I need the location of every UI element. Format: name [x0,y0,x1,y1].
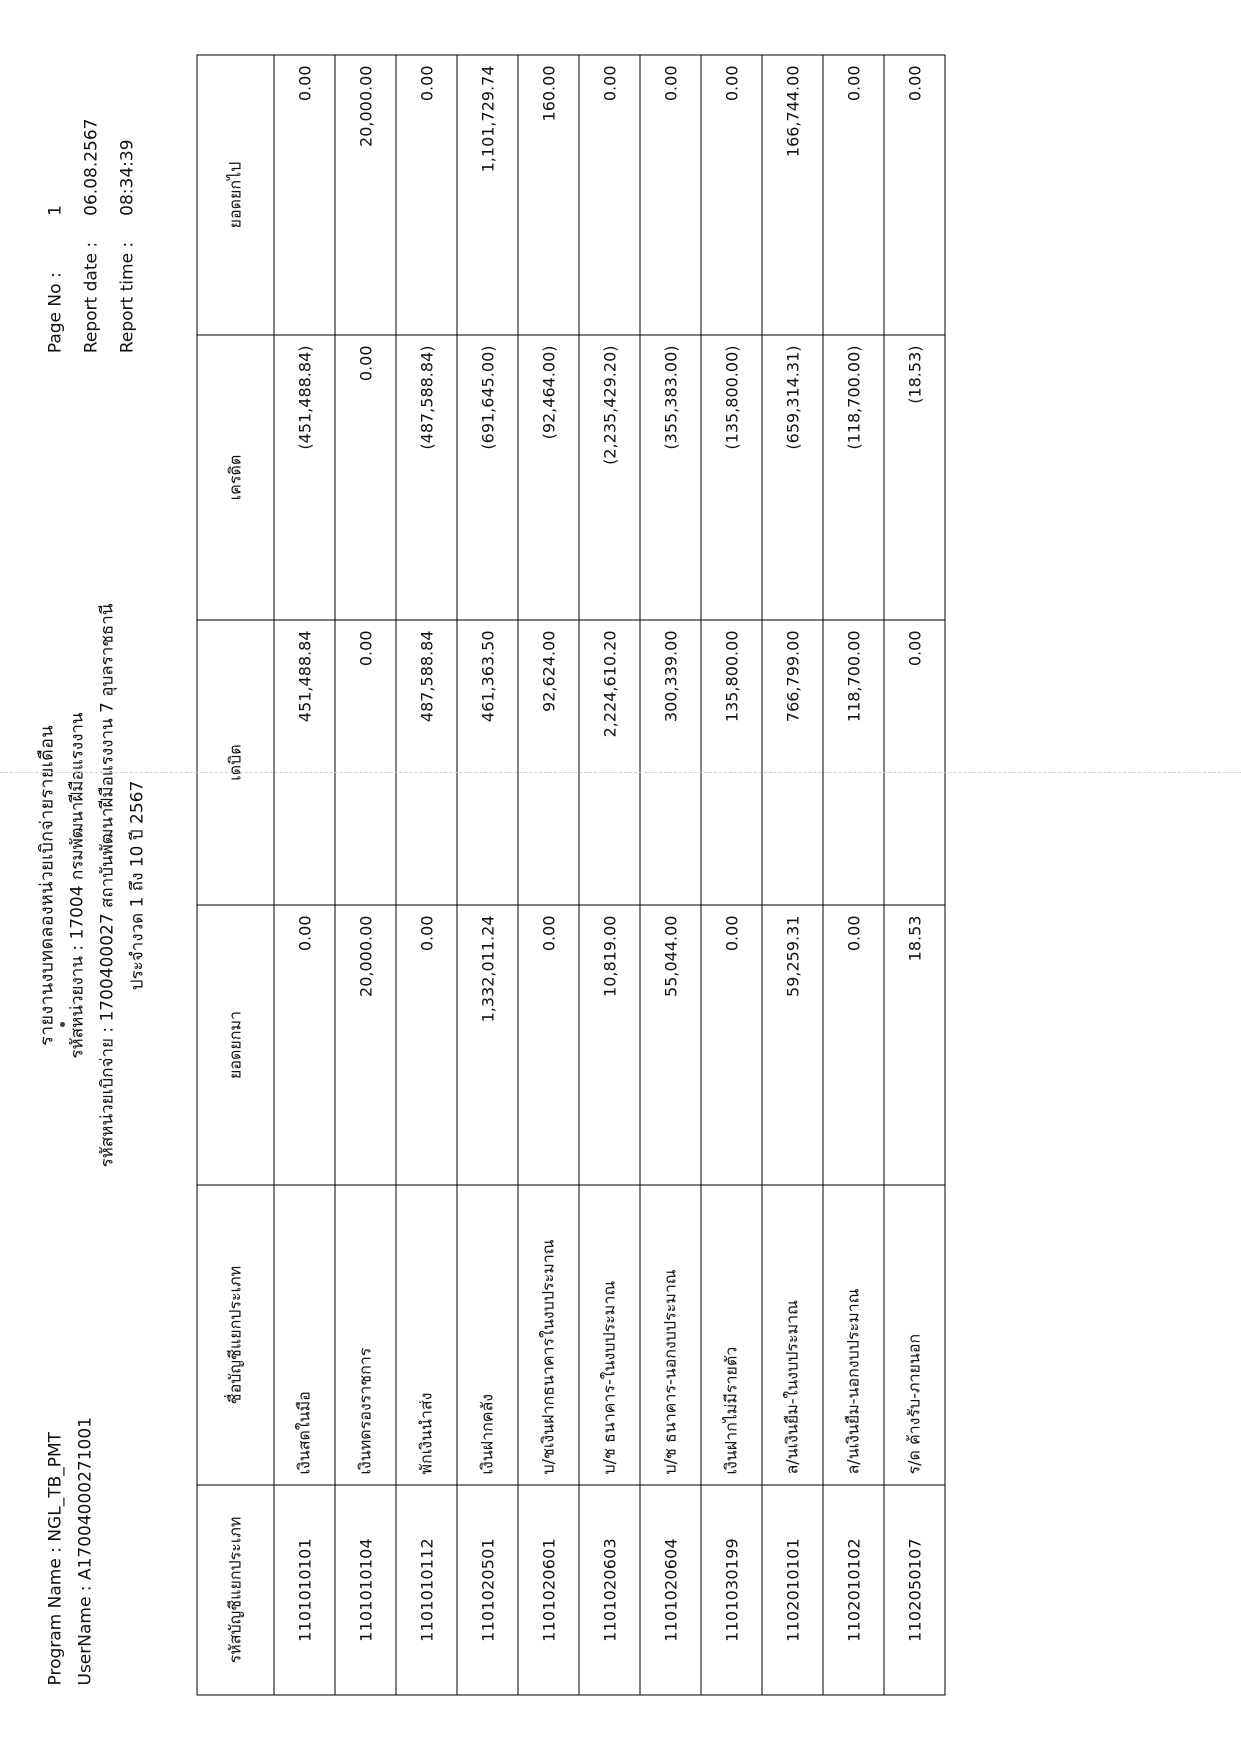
report-date-value: 06.08.2567 [81,118,101,216]
cell-account-name: บ/ช ธนาคาร-นอกงบประมาณ [640,1185,701,1485]
scan-speck [60,1022,65,1027]
period-line: ประจำงวด 1 ถึง 10 ปี 2567 [127,780,147,990]
cell-debit: 487,588.84 [396,620,457,905]
cell-balance: 1,101,729.74 [457,55,518,335]
cell-credit: (118,700.00) [823,335,884,620]
cell-account-code: 1101020604 [640,1485,701,1695]
program-name-value: NGL_TB_PMT [45,1431,65,1542]
cell-balance: 0.00 [396,55,457,335]
cell-credit: (355,383.00) [640,335,701,620]
cell-account-code: 1101020601 [518,1485,579,1695]
cell-debit: 766,799.00 [762,620,823,905]
program-name-label: Program Name : [45,1546,65,1685]
cell-balance: 0.00 [823,55,884,335]
header-left-block [40,1416,100,1685]
cell-account-code: 1102010101 [762,1485,823,1695]
column-header-forward: ยอดยกมา [197,905,274,1185]
cell-account-name: ล/นเงินยืม-นอกงบประมาณ [823,1185,884,1485]
cell-credit: 0.00 [335,335,396,620]
cell-forward: 0.00 [396,905,457,1185]
cell-balance: 0.00 [579,55,640,335]
cell-balance: 0.00 [884,55,945,335]
cell-forward: 0.00 [274,905,335,1185]
cell-credit: (659,314.31) [762,335,823,620]
cell-account-name: บ/ช ธนาคาร-ในงบประมาณ [579,1185,640,1485]
cell-debit: 461,363.50 [457,620,518,905]
cell-account-code: 1102010102 [823,1485,884,1695]
table-row [884,55,945,1695]
report-time-label: Report time : [117,241,137,353]
cell-credit: (487,588.84) [396,335,457,620]
cell-account-code: 1101030199 [701,1485,762,1695]
cell-debit: 451,488.84 [274,620,335,905]
column-header-code: รหัสบัญชีแยกประเภท [197,1485,274,1695]
cell-account-name: เงินสดในมือ [274,1185,335,1485]
table-row [335,55,396,1695]
cell-debit: 135,800.00 [701,620,762,905]
cell-forward: 0.00 [518,905,579,1185]
cell-account-name: ล/นเงินยืม-ในงบประมาณ [762,1185,823,1485]
column-header-balance: ยอดยกไป [197,55,274,335]
cell-account-name: เงินฝากคลัง [457,1185,518,1485]
cell-account-code: 1101020501 [457,1485,518,1695]
table-row [762,55,823,1695]
page-no-label: Page No : [45,271,65,353]
cell-credit: (451,488.84) [274,335,335,620]
username-line [70,1416,100,1685]
cell-balance: 0.00 [701,55,762,335]
cell-account-name: พักเงินนำส่ง [396,1185,457,1485]
table-row [396,55,457,1695]
unit-code-line: รหัสหน่วยงาน : 17004 กรมพัฒนาฝีมือแรงงาน [67,711,87,1059]
table-row [579,55,640,1695]
username-value: A17004000271001 [75,1416,95,1580]
report-header [28,0,198,1755]
program-name-line [40,1416,70,1685]
table-row [274,55,335,1695]
table-row [823,55,884,1695]
cell-credit: (2,235,429.20) [579,335,640,620]
cell-balance: 166,744.00 [762,55,823,335]
cell-debit: 0.00 [884,620,945,905]
cell-balance: 0.00 [274,55,335,335]
cell-forward: 59,259.31 [762,905,823,1185]
report-title: รายงานงบทดลองหน่วยเบิกจ่ายรายเดือน [36,724,57,1046]
cell-debit: 300,339.00 [640,620,701,905]
page-no-value: 1 [45,204,65,216]
cell-forward: 18.53 [884,905,945,1185]
username-label: UserName : [75,1584,95,1685]
table-body [274,55,945,1695]
report-date-label: Report date : [81,241,101,353]
cell-debit: 2,224,610.20 [579,620,640,905]
table-header-row [197,55,274,1695]
cell-forward: 1,332,011.24 [457,905,518,1185]
cell-balance: 160.00 [518,55,579,335]
cell-credit: (691,645.00) [457,335,518,620]
cell-account-code: 1101020603 [579,1485,640,1695]
trial-balance-table [196,54,945,1695]
cell-credit: (18.53) [884,335,945,620]
disburse-code-line: รหัสหน่วยเบิกจ่าย : 1700400027 สถาบันพัฒนาฝีมือแรงงาน 7 อุบลราชธานี [97,603,117,1167]
cell-forward: 10,819.00 [579,905,640,1185]
column-header-name: ชื่อบัญชีแยกประเภท [197,1185,274,1485]
cell-account-name: เงินทดรองราชการ [335,1185,396,1485]
cell-forward: 0.00 [823,905,884,1185]
header-right-block [40,118,148,353]
cell-account-name: บ/ชเงินฝากธนาคารในงบประมาณ [518,1185,579,1485]
cell-balance: 20,000.00 [335,55,396,335]
cell-debit: 92,624.00 [518,620,579,905]
cell-balance: 0.00 [640,55,701,335]
cell-forward: 55,044.00 [640,905,701,1185]
cell-account-code: 1101010101 [274,1485,335,1695]
scan-fold-line [0,772,1241,773]
trial-balance-table-wrap [196,55,945,1695]
cell-account-code: 1101010112 [396,1485,457,1695]
cell-forward: 0.00 [701,905,762,1185]
cell-credit: (135,800.00) [701,335,762,620]
column-header-debit: เดบิต [197,620,274,905]
cell-debit: 118,700.00 [823,620,884,905]
column-header-credit: เครดิต [197,335,274,620]
header-center-block [32,445,152,1325]
report-time-value: 08:34:39 [117,138,137,216]
cell-credit: (92,464.00) [518,335,579,620]
cell-account-code: 1102050107 [884,1485,945,1695]
table-row [640,55,701,1695]
cell-account-name: เงินฝากไม่มีรายตัว [701,1185,762,1485]
table-row [701,55,762,1695]
cell-debit: 0.00 [335,620,396,905]
cell-forward: 20,000.00 [335,905,396,1185]
cell-account-name: ร/ด ค้างรับ-ภายนอก [884,1185,945,1485]
table-row [518,55,579,1695]
cell-account-code: 1101010104 [335,1485,396,1695]
table-row [457,55,518,1695]
